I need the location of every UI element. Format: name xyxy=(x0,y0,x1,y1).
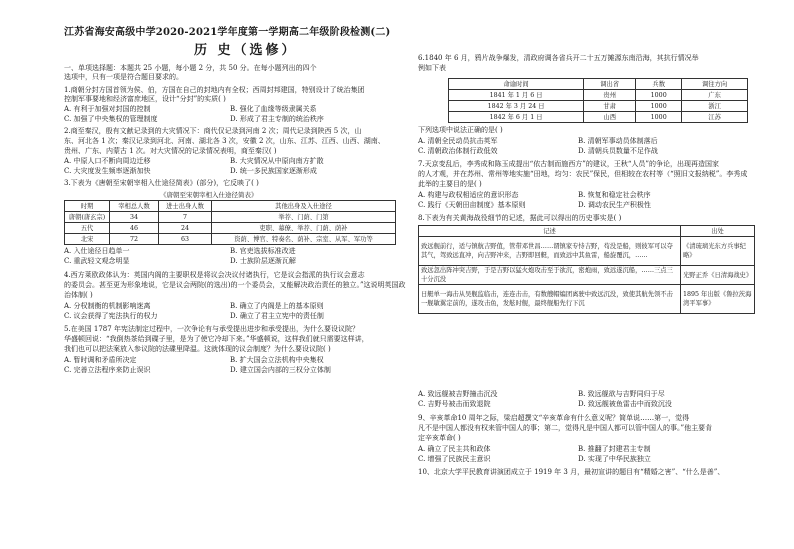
q5-stem-line-2: 华盛顿回说：“我倒热茶给到碟子里，是为了使它冷却下来。”华盛顿说，这样我们就只需要这样讲， xyxy=(64,335,369,343)
q3-option-c: C. 重武轻文观念明显 xyxy=(64,257,130,265)
table-cell: 46 xyxy=(110,223,159,234)
table-cell: 浙江 xyxy=(682,101,748,112)
table-row xyxy=(419,266,755,285)
table-cell: 24 xyxy=(159,223,212,234)
table-row xyxy=(419,237,755,266)
q4-option-d: D. 确立了君主立宪中的责任制 xyxy=(230,312,324,320)
q2-stem-line-3: 贵州、广东、内蒙古 1 次。对大灾情况的记录情况表明，商至秦汉( ) xyxy=(64,147,277,155)
q2-stem-line-1: 2.商至秦汉，殷有文献记录到的大灾情况下：商代仅记录到河南 2 次；周代记录到陕西 5 次，山 xyxy=(64,127,362,135)
table-cell: 63 xyxy=(159,234,212,245)
q3-option-a: A. 入仕途径日趋单一 xyxy=(64,247,130,255)
q8-option-c: C. 吉野号被击而致退院 xyxy=(418,400,491,408)
q7-option-c: C. 践行《天朝田亩制度》基本原则 xyxy=(418,201,526,209)
q7-stem-line-3: 此举的主要目的是( ) xyxy=(418,180,482,188)
q9-stem-line-1: 9、辛亥革命10 周年之际，梁启超撰文“辛亥革命有什么意义呢？简单说……第一，觉得 xyxy=(418,414,690,422)
q2-stem-line-2: 东、河北各 1 次；秦汉记录到河北、河南、湖北各 3 次，安徽 2 次，山东、江苏、江西、山西、湖南、 xyxy=(64,137,385,145)
table-cell: 广东 xyxy=(682,90,748,101)
table-cell: 举荐、门荫、门第 xyxy=(212,212,396,223)
table-cell: 1895 年出版《鲁拉茨海湾平军事》 xyxy=(681,285,755,314)
table-cell: 致远忽出阵冲突吉野，于是吉野以猛火炮攻击至于欲沉，密炮雨，致远遂沉船，……三点三十分沉没 xyxy=(419,266,681,285)
table-cell: 1000 xyxy=(636,112,682,123)
table-header-cell: 兵数 xyxy=(636,79,682,90)
q7-stem-line-1: 7.天京变乱后，李秀成和陈玉成提出“依古制而施西方”的建议，王秋“人员”的争论，出现再造国家 xyxy=(418,160,719,168)
q4-stem-line-3: 治体制( ) xyxy=(64,291,93,299)
table-cell: 1000 xyxy=(636,90,682,101)
q1-stem-line-1: 1.商朝分封方国首领为侯、伯，方国在自己的封地内有全权；西周封邦建国，特别设计了统治集团 xyxy=(64,86,365,94)
table-cell: 72 xyxy=(110,234,159,245)
table-cell: 7 xyxy=(159,212,212,223)
table-header-cell: 宰相总人数 xyxy=(110,201,159,212)
q3-table xyxy=(64,200,396,245)
q6-option-d: D. 清朝兵员数量不足作战 xyxy=(578,147,658,155)
q6-option-c: C. 清朝政治体制行政低效 xyxy=(418,147,498,155)
table-row xyxy=(449,112,748,123)
q6-stem-line-2: 例如下表 xyxy=(418,64,446,72)
q3-option-b: B. 官吏选拔标准改进 xyxy=(230,247,296,255)
q4-stem-line-1: 4.西方莱欧政体认为：英国内阁的主要职权是将议会决议付诸执行，它是议会指派的执行议会意志 xyxy=(64,271,365,279)
q7-option-b: B. 恢复和稳定社会秩序 xyxy=(578,191,651,199)
table-cell: 山西 xyxy=(584,112,636,123)
table-cell: 五代 xyxy=(65,223,110,234)
q3-option-d: D. 士族阶层逐渐瓦解 xyxy=(230,257,296,265)
q7-option-d: D. 调动农民生产积极性 xyxy=(578,201,651,209)
q5-stem-line-3: 我们也可以把法案放入参议院的法碟里降温。这就体现的议会制度？为什么要设议院( ) xyxy=(64,345,331,353)
table-header-row xyxy=(65,201,396,212)
q3-table-caption: 《唐朝至宋朝宰相入仕途径简表》 xyxy=(160,191,258,199)
q5-option-a: A. 暂时调和矛盾所决定 xyxy=(64,356,137,364)
q9-option-b: B. 推翻了封建君主专制 xyxy=(578,445,651,453)
table-row xyxy=(65,234,396,245)
q6-table xyxy=(448,78,748,123)
table-cell: 1000 xyxy=(636,101,682,112)
q4-stem-line-2: 的委员会。甚至更为形象地说，它是议会两院(的选出)的一个委员会，又能解决政治责任的独立。”这说明英国政 xyxy=(64,281,406,289)
table-header-cell: 记述 xyxy=(419,226,681,237)
table-header-cell: 出处 xyxy=(681,226,755,237)
table-header-cell: 进士出身人数 xyxy=(159,201,212,212)
q8-option-d: D. 致远舰被鱼雷击中而致沉没 xyxy=(578,400,672,408)
table-cell: 江苏 xyxy=(682,112,748,123)
table-header-row xyxy=(419,226,755,237)
table-cell: 资荫、博官、特奏名、荫补、宗室、从军、军功等 xyxy=(212,234,396,245)
table-row xyxy=(449,90,748,101)
q2-option-b: B. 大灾情况从中原向南方扩散 xyxy=(230,157,324,165)
q7-stem-line-2: 的人才观，并在苏州、常州等地实施“田地，均匀：农民”保民，但相较在农村等（“照旧文报纳税”。李秀成 xyxy=(418,170,748,178)
table-header-cell: 其他出身及入仕途径 xyxy=(212,201,396,212)
q1-stem-line-2: 控制军事要地和经济富庶地区，设计“分封”的实质( ) xyxy=(64,95,226,103)
q8-option-b: B. 致远舰欲与吉野同归于尽 xyxy=(578,390,665,398)
table-row xyxy=(65,212,396,223)
q5-option-d: D. 建立国会内部的三权分立体制 xyxy=(230,366,331,374)
q6-option-b: B. 清朝军事动员体制落后 xyxy=(578,137,658,145)
q9-stem-line-2: 凡不是中国人都没有权来管中国人的事；第二，觉得凡是中国人都可以管中国人的事。”他主要肯 xyxy=(418,424,713,432)
q5-option-b: B. 扩大国会立法机构中央集权 xyxy=(230,356,324,364)
table-row xyxy=(449,101,748,112)
table-header-cell: 命谕时间 xyxy=(449,79,584,90)
q8-table xyxy=(418,225,755,314)
section-intro-line-1: 一、单项选择题：本题共 25 小题，每小题 2 分，共 50 分。在每小题列出的四个 xyxy=(64,64,317,72)
table-header-row xyxy=(449,79,748,90)
table-row xyxy=(419,285,755,314)
q9-option-d: D. 实现了中华民族独立 xyxy=(578,455,651,463)
q4-option-b: B. 确立了内阁是上的基本原则 xyxy=(230,302,324,310)
table-header-cell: 调往方向 xyxy=(682,79,748,90)
q2-option-c: C. 大灾度发生频率逐渐加快 xyxy=(64,167,151,175)
q6-option-a: A. 清朝全民动员抗击英军 xyxy=(418,137,498,145)
q9-option-a: A. 确立了民主共和政体 xyxy=(418,445,491,453)
q6-question: 下列选项中说法正确的是( ) xyxy=(418,126,503,134)
q7-option-a: A. 构建与政权相适应的意识形态 xyxy=(418,191,519,199)
q8-option-a: A. 致远舰被吉野撞击沉没 xyxy=(418,390,498,398)
q5-option-c: C. 完善立法程序来防止误识 xyxy=(64,366,151,374)
table-cell: 1842 年 6 月 1 日 xyxy=(449,112,584,123)
q5-stem-line-1: 5.在美国 1787 年宪法制定过程中，一次争论有与承受提出进步和承受提出，为什么要设议院？ xyxy=(64,325,359,333)
section-intro-line-2: 选项中，只有一项是符合题目要求的。 xyxy=(64,73,183,81)
table-cell: 贵州 xyxy=(584,90,636,101)
table-header-cell: 调出省 xyxy=(584,79,636,90)
exam-subject: 历 史（选修） xyxy=(194,43,298,58)
q1-option-b: B. 强化了血缘等级隶属关系 xyxy=(230,105,317,113)
q4-option-c: C. 议会获得了宪法执行的权力 xyxy=(64,312,158,320)
table-cell: 34 xyxy=(110,212,159,223)
table-cell: 日艇单一海击从吴舰监临击，连连击击，有数艘帽编团离驶中致远沉没，致使其航先领不击一舰敏翼定前的，遂攻击鱼，发舷时舰，最终舰船先行下沉 xyxy=(419,285,681,314)
table-cell: 唐朝(唐玄宗) xyxy=(65,212,110,223)
q8-stem: 8.下表为有关黄海战役细节的记述，据此可以得出的历史事实是( ) xyxy=(418,214,622,222)
table-cell: 吏职、幕僚、举荐、门荫、荫补 xyxy=(212,223,396,234)
table-cell: 《清琉璃光东方兵事纪略》 xyxy=(681,237,755,266)
table-cell: 1841 年 1 月 6 日 xyxy=(449,90,584,101)
table-cell: 北宋 xyxy=(65,234,110,245)
q9-option-c: C. 增强了民族民主意识 xyxy=(418,455,491,463)
table-header-cell: 时期 xyxy=(65,201,110,212)
q2-option-a: A. 中原人口不断向周边迁移 xyxy=(64,157,151,165)
q10-stem: 10、北京大学平民教育讲演团成立于 1919 年 3 月，最初宣讲的题目有“精婚之害”、“什么是善”、 xyxy=(418,468,725,476)
q1-option-d: D. 形成了君主专制的统治秩序 xyxy=(230,115,324,123)
q1-option-c: C. 加强了中央集权的管理制度 xyxy=(64,115,158,123)
table-row xyxy=(65,223,396,234)
q4-option-a: A. 分权制衡的机制影响迷离 xyxy=(64,302,151,310)
q1-option-a: A. 有利于加强对封国的控制 xyxy=(64,105,151,113)
table-cell: 甘肃 xyxy=(584,101,636,112)
q9-stem-line-3: 定辛亥革命( ) xyxy=(418,434,461,442)
table-cell: 致远舰前行，适与镇航吉野值，管带邓世昌……谓镇家专恃吉野，苟没是船，则彼军可以夺其气，驾致远直冲，向吉野冲来，吉野即回艇，而致远中其鱼雷，船旋覆沉，…… xyxy=(419,237,681,266)
q6-stem-line-1: 6.1840 年 6 月，鸦片战争爆发，清政府调各省兵开二十五万摊源东南沿海，其抗行情况举 xyxy=(418,54,699,62)
q3-stem: 3.下表为《唐朝至宋朝宰相入仕途径简表》(部分)，它反映了( ) xyxy=(64,179,259,187)
table-cell: 1842 年 3 月 24 日 xyxy=(449,101,584,112)
q2-option-d: D. 统一多民族国家逐渐形成 xyxy=(230,167,317,175)
exam-title: 江苏省海安高级中学2020-2021学年度第一学期高二年级阶段检测(二) xyxy=(64,27,391,38)
table-cell: 光野正乔《日清海战史》 xyxy=(681,266,755,285)
